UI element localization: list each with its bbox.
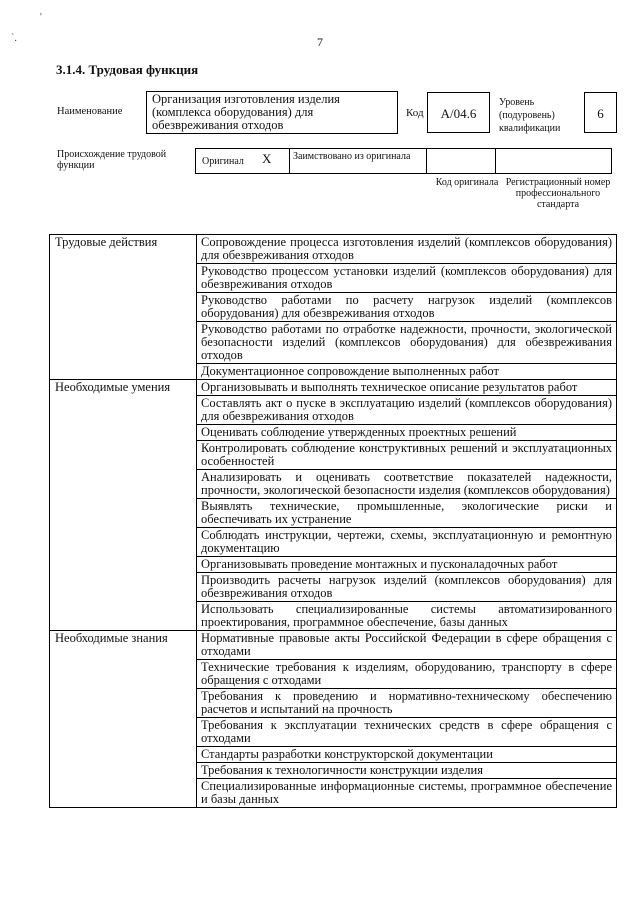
item-cell: Стандарты разработки конструкторской документации [197,747,617,763]
original-label: Оригинал [202,156,244,167]
item-cell: Производить расчеты нагрузок изделий (комплексов оборудования) для обезвреживания отходов [197,573,617,602]
name-label: Наименование [57,106,123,117]
code-label: Код [406,107,424,119]
item-cell: Составлять акт о пуске в эксплуатацию изделий (комплексов оборудования) для обезвреживания отходов [197,396,617,425]
original-mark: X [262,151,272,166]
item-cell: Оценивать соблюдение утвержденных проектных решений [197,425,617,441]
original-code-cell [426,148,496,174]
function-name-box [146,91,398,134]
origin-row [196,148,612,174]
original-cell [195,148,290,174]
item-cell: Использовать специализированные системы автоматизированного проектирования, программное обеспечение, базы данных [197,602,617,631]
item-cell: Документационное сопровождение выполненных работ [197,364,617,380]
level-label: Уровень (подуровень) квалификации [499,97,561,134]
borrowed-cell [289,148,427,174]
code-caption: Код оригинала [435,177,499,188]
category-cell: Необходимые знания [50,631,197,808]
reg-number-cell [495,148,612,174]
item-cell: Руководство работами по отработке надежности, прочности, экологической безопасности изделий (комплексов оборудования) для обезвреживания отходов [197,322,617,364]
table-row [50,235,617,264]
item-cell: Руководство работами по расчету нагрузок изделий (комплексов оборудования) для обезвреживания отходов [197,293,617,322]
origin-label: Происхождение трудовой функции [57,149,167,171]
function-name: Организация изготовления изделия (комплекса оборудования) для обезвреживания отходов [152,92,340,132]
table-row [50,631,617,660]
category-cell: Необходимые умения [50,380,197,631]
item-cell: Руководство процессом установки изделий (комплексов оборудования) для обезвреживания отходов [197,264,617,293]
item-cell: Требования к проведению и нормативно-техническому обеспечению расчетов и испытаний на прочность [197,689,617,718]
scan-mark: ' [40,12,42,23]
item-cell: Организовывать и выполнять техническое описание результатов работ [197,380,617,396]
borrowed-label: Заимствовано из оригинала [293,151,411,162]
item-cell: Требования к эксплуатации технических средств в сфере обращения с отходами [197,718,617,747]
item-cell: Выявлять технические, промышленные, экологические риски и обеспечивать их устранение [197,499,617,528]
item-cell: Контролировать соблюдение конструктивных решений и эксплуатационных особенностей [197,441,617,470]
item-cell: Требования к технологичности конструкции изделия [197,763,617,779]
item-cell: Анализировать и оценивать соответствие показателей надежности, прочности, экологической безопасности изделия (комплексов оборудования) [197,470,617,499]
level-value: 6 [597,106,604,121]
item-cell: Специализированные информационные системы, программное обеспечение и базы данных [197,779,617,808]
item-cell: Соблюдать инструкции, чертежи, схемы, эксплуатационную и ремонтную документацию [197,528,617,557]
code-value: А/04.6 [440,106,477,121]
page-number: 7 [317,35,323,49]
table-row [50,380,617,396]
item-cell: Технические требования к изделиям, оборудованию, транспорту в сфере обращения с отходами [197,660,617,689]
item-cell: Сопровождение процесса изготовления изделий (комплексов оборудования) для обезвреживания отходов [197,235,617,264]
scan-mark: `. [11,33,17,44]
category-cell: Трудовые действия [50,235,197,380]
reg-caption: Регистрационный номер профессионального стандарта [505,177,611,210]
item-cell: Нормативные правовые акты Российской Федерации в сфере обращения с отходами [197,631,617,660]
code-box [427,92,490,133]
item-cell: Организовывать проведение монтажных и пусконаладочных работ [197,557,617,573]
function-table [49,234,617,808]
section-heading: 3.1.4. Трудовая функция [56,62,199,77]
level-box [584,92,617,133]
